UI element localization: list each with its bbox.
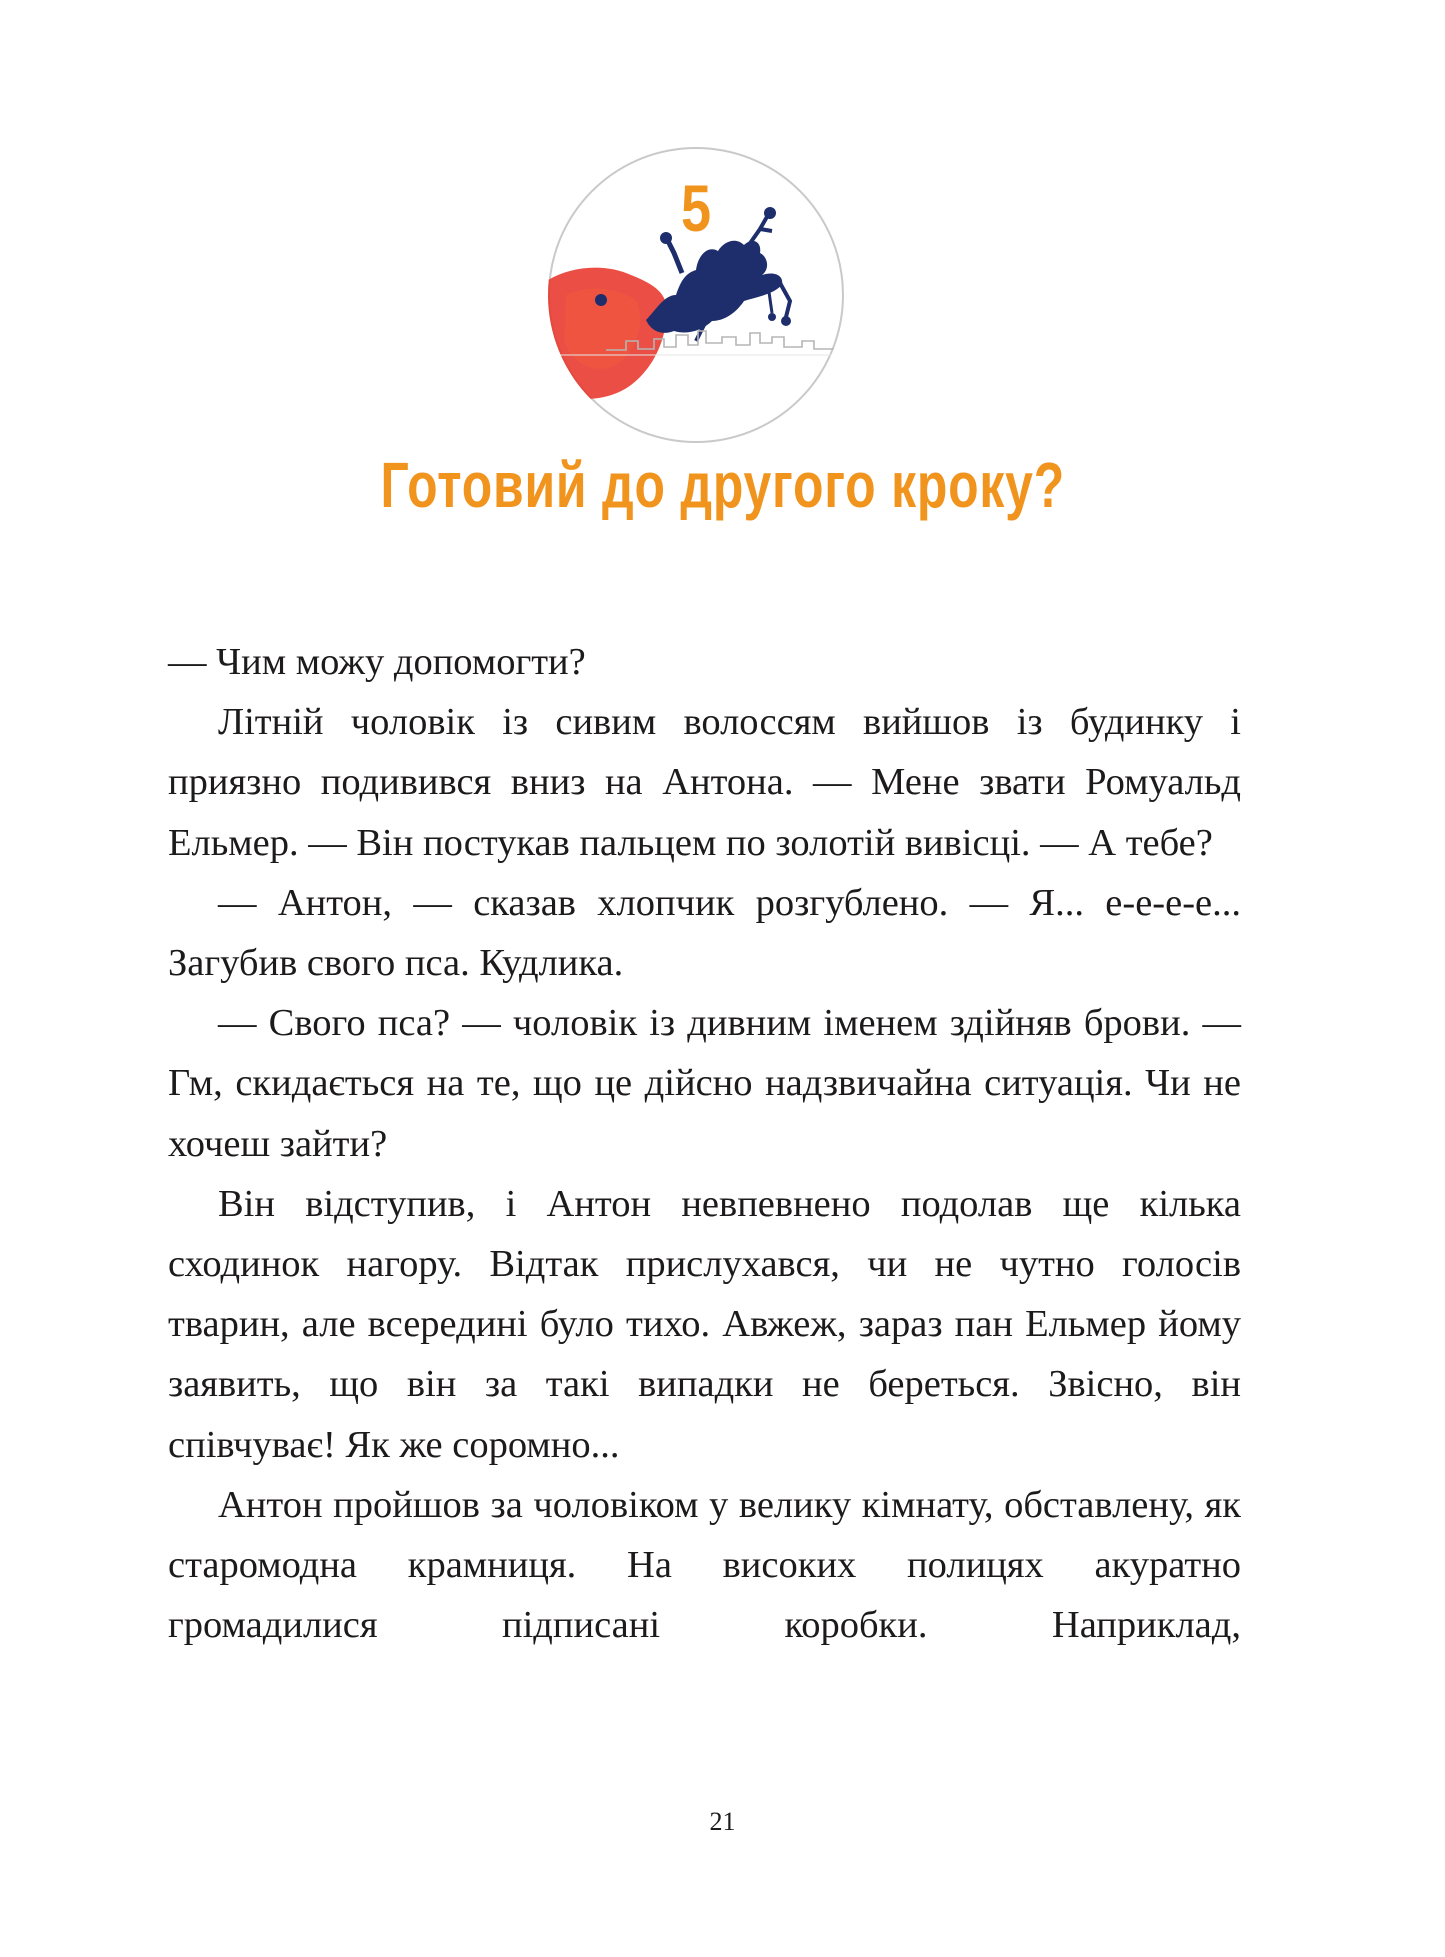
page-number: 21 [709,1807,736,1836]
chapter-title [0,440,1445,530]
chapter-title-text: Готовий до другого кроку? [380,449,1065,521]
chapter-text [168,632,1241,1655]
paragraph: — Антон, — сказав хлопчик розгублено. — Я... е-е-е-е... Загубив свого пса. Кудлика. [168,881,1241,985]
paragraph: — Чим можу допомогти? [168,641,586,683]
paragraph: Літній чоловік із сивим волоссям вийшов із будинку і приязно подивився вниз на Антона. — Мене звати Ромуальд Ельмер. — Він постукав пальцем по золотій вивісці. — А тебе? [168,701,1241,864]
paragraph: — Свого пса? — чоловік із дивним іменем здійняв брови. — Гм, скидається на те, що це дійсно надзвичайна ситуація. Чи не хочеш зайти? [168,1002,1241,1165]
paragraph: Він відступив, і Антон невпевнено подолав ще кілька сходинок нагору. Відтак прислухався, чи не чутно голосів тварин, але всередині було тихо. Авжеж, зараз пан Ельмер йому заявить, що він за такі випадки не береться. Звісно, він співчуває! Як же соромно... [168,1182,1241,1466]
chapter-number: 5 [680,171,712,245]
paragraph: Антон пройшов за чоловіком у велику кімнату, обставлену, як старомодна крамниця. На високих полицях акуратно громадилися підписані коробки. Наприклад, [168,1483,1241,1647]
